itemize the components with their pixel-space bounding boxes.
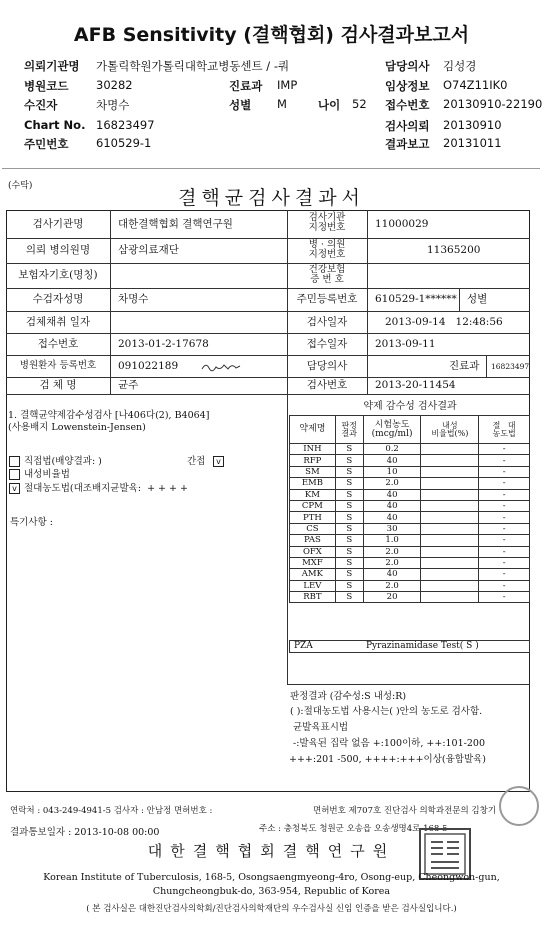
conc-cell: 40 <box>363 512 421 523</box>
hdr-value-rrn: 610529-1 <box>96 136 152 150</box>
hdr-label-clinical-info: 임상정보 <box>385 79 430 93</box>
col-result: 판정 결과 <box>335 416 363 444</box>
recv-date-label: 접수일자 <box>306 338 348 350</box>
table-row <box>290 546 530 557</box>
abs-cell: - <box>479 592 530 603</box>
col-concentration: 시험농도 (mcg/ml) <box>363 416 421 444</box>
conc-cell: 10 <box>363 466 421 477</box>
conc-cell: 40 <box>363 569 421 580</box>
hdr-value-clinical-info: O74Z11IK0 <box>443 78 508 92</box>
drug-cell: INH <box>290 444 336 455</box>
table-row <box>290 535 530 546</box>
ratio-method-label: 내성비율법 <box>24 469 70 480</box>
footer-contact: 연락처 : 043-249-4941-5 검사자 : 안남정 면허번호 : <box>10 806 213 816</box>
result-cell: S <box>335 444 363 455</box>
conc-cell: 40 <box>363 489 421 500</box>
legend-line-2: ( ):절대농도법 사용시는( )안의 농도로 검사함. <box>290 706 483 717</box>
result-cell: S <box>335 535 363 546</box>
specimen-value: 균주 <box>118 379 139 391</box>
form-sex-label: 성별 <box>467 293 488 305</box>
hdr-label-sex: 성별 <box>229 98 252 112</box>
result-cell: S <box>335 523 363 534</box>
result-cell: S <box>335 546 363 557</box>
abs-cell: - <box>479 535 530 546</box>
conc-cell: 2.0 <box>363 557 421 568</box>
result-cell: S <box>335 569 363 580</box>
hdr-label-patient: 수진자 <box>24 98 58 112</box>
abs-cell: - <box>479 523 530 534</box>
rrn-label: 주민등록번호 <box>296 293 358 305</box>
ratio-cell <box>421 512 479 523</box>
ratio-cell <box>421 455 479 466</box>
table-row <box>290 592 530 603</box>
hdr-label-hospital-code: 병원코드 <box>24 79 69 93</box>
pza-label: PZA <box>294 641 313 651</box>
ratio-cell <box>421 569 479 580</box>
conc-cell: 1.0 <box>363 535 421 546</box>
patient-name-label: 수검자성명 <box>32 293 84 305</box>
hospital-no-value: 11365200 <box>427 244 481 256</box>
patient-name-value: 차명수 <box>118 293 149 305</box>
ratio-cell <box>421 592 479 603</box>
form-dept-value: 16823497 <box>491 362 530 371</box>
abs-cell: - <box>479 455 530 466</box>
ratio-cell <box>421 489 479 500</box>
indirect-method-checkbox: v <box>213 456 224 467</box>
hdr-value-request-date: 20130910 <box>443 118 502 132</box>
abs-cell: - <box>479 569 530 580</box>
drug-cell: LEV <box>290 580 336 591</box>
abs-cell: - <box>479 500 530 511</box>
ratio-cell <box>421 466 479 477</box>
footer-address: 주소 : 충청북도 청원군 오송읍 오송생명4로 168-5 <box>259 824 448 834</box>
col-absolute-method: 절 대 농도법 <box>479 416 530 444</box>
fax-note: (수탁) <box>8 181 33 191</box>
result-cell: S <box>335 455 363 466</box>
abs-cell: - <box>479 557 530 568</box>
absolute-method-checkbox: v <box>9 483 20 494</box>
hdr-label-doctor: 담당의사 <box>385 59 430 73</box>
test-date-value: 2013-09-14 12:48:56 <box>385 316 503 328</box>
footer-notify-date: 결과통보일자 : 2013-10-08 00:00 <box>10 827 160 838</box>
hdr-value-doctor: 김성경 <box>443 59 477 73</box>
form-title: 결핵균검사결과서 <box>178 187 365 209</box>
method-line-1: 1. 결핵균약제감수성검사 [나406다(2), B4064] <box>8 410 210 421</box>
insurer-label: 보험자기호(명칭) <box>18 269 98 281</box>
drug-cell: PAS <box>290 535 336 546</box>
legend-line-5: +++:201 -500, ++++:+++이상(융합발육) <box>289 754 487 765</box>
table-row <box>290 500 530 511</box>
table-row <box>290 557 530 568</box>
lab-no-value: 11000029 <box>375 218 429 230</box>
hdr-value-sex: M <box>277 97 287 111</box>
sensitivity-title: 약제 감수성 검사결과 <box>363 401 457 412</box>
remarks-label: 특기사항 : <box>10 517 53 528</box>
recv-no-label: 접수번호 <box>37 338 79 350</box>
abs-cell: - <box>479 580 530 591</box>
conc-cell: 30 <box>363 523 421 534</box>
drug-cell: CS <box>290 523 336 534</box>
form-dept-label: 진료과 <box>449 360 480 372</box>
conc-cell: 40 <box>363 500 421 511</box>
org-address-english-1: Korean Institute of Tuberculosis, 168-5, Osongsaengmyeong-4ro, Osong-eup, Cheongwon-gun, <box>43 872 500 883</box>
drug-cell: PTH <box>290 512 336 523</box>
pza-row <box>289 640 530 653</box>
table-row <box>290 580 530 591</box>
drug-cell: SM <box>290 466 336 477</box>
direct-method-label: 직접법(배양결과: ) <box>24 456 102 467</box>
table-row <box>290 569 530 580</box>
result-cell: S <box>335 592 363 603</box>
recv-no-value: 2013-01-2-17678 <box>118 338 209 350</box>
test-no-value: 2013-20-11454 <box>375 379 456 391</box>
result-cell: S <box>335 466 363 477</box>
drug-cell: RFP <box>290 455 336 466</box>
col-ratio-method: 내성 비율법(%) <box>421 416 479 444</box>
table-row <box>290 444 530 455</box>
hdr-value-hospital-code: 30282 <box>96 78 133 92</box>
ratio-cell <box>421 580 479 591</box>
req-hospital-value: 삼광의료재단 <box>118 244 179 256</box>
ratio-cell <box>421 444 479 455</box>
drug-cell: MXF <box>290 557 336 568</box>
hdr-label-institution: 의뢰기관명 <box>24 59 80 73</box>
legend-line-3: 균발육표시법 <box>293 722 349 733</box>
hdr-label-report-date: 결과보고 <box>385 137 430 151</box>
hdr-label-dept: 진료과 <box>229 79 263 93</box>
abs-cell: - <box>479 512 530 523</box>
hdr-label-receipt-no: 접수번호 <box>385 98 430 112</box>
conc-cell: 2.0 <box>363 478 421 489</box>
certification-note: ( 본 검사실은 대한진단검사의학회/진단검사의학재단의 우수검사실 신임 인증을 받은 검사실입니다.) <box>86 904 457 914</box>
test-no-label: 검사번호 <box>306 379 348 391</box>
hdr-label-request-date: 검사의뢰 <box>385 119 430 133</box>
abs-cell: - <box>479 489 530 500</box>
direct-method-checkbox <box>9 456 20 467</box>
hdr-value-institution: 가톨릭학원가톨릭대학교병동센트 / -쿼 <box>96 59 290 73</box>
reg-no-value: 091022189 <box>118 360 179 372</box>
hdr-value-dept: IMP <box>277 78 298 92</box>
hdr-value-receipt-no: 20130910-22190 <box>443 97 543 111</box>
drug-cell: CPM <box>290 500 336 511</box>
rrn-value: 610529-1****** <box>375 293 457 305</box>
ratio-cell <box>421 546 479 557</box>
reg-no-label: 병원환자 등록번호 <box>19 360 97 371</box>
abs-cell: - <box>479 478 530 489</box>
hdr-label-chart-no: Chart No. <box>24 118 86 132</box>
hdr-value-chart-no: 16823497 <box>96 118 155 132</box>
req-hospital-label: 의뢰 병의원명 <box>25 244 91 256</box>
drug-cell: AMK <box>290 569 336 580</box>
drug-cell: KM <box>290 489 336 500</box>
result-cell: S <box>335 489 363 500</box>
test-date-label: 검사일자 <box>306 316 348 328</box>
lab-name-label: 검사기관명 <box>32 218 84 230</box>
ratio-cell <box>421 478 479 489</box>
report-title: AFB Sensitivity (결핵협회) 검사결과보고서 <box>73 24 470 46</box>
seal-pattern-icon <box>421 830 469 878</box>
lab-name-value: 대한결핵협회 결핵연구원 <box>118 218 233 230</box>
method-line-2: (사용배지 Lowenstein-Jensen) <box>8 422 146 433</box>
sensitivity-table <box>289 415 530 603</box>
result-cell: S <box>335 478 363 489</box>
ratio-method-checkbox <box>9 469 20 480</box>
ratio-cell <box>421 557 479 568</box>
specimen-label: 검 체 명 <box>39 379 77 391</box>
hdr-label-age: 나이 <box>318 98 341 112</box>
result-cell: S <box>335 557 363 568</box>
absolute-method-label: 절대농도법(대조배지균발육: + + + + <box>24 483 188 494</box>
conc-cell: 40 <box>363 455 421 466</box>
org-name-korean: 대한결핵협회결핵연구원 <box>147 842 396 860</box>
table-row <box>290 489 530 500</box>
result-cell: S <box>335 500 363 511</box>
ratio-cell <box>421 500 479 511</box>
result-cell: S <box>335 580 363 591</box>
conc-cell: 2.0 <box>363 580 421 591</box>
signature-scribble <box>200 360 242 374</box>
col-drug: 약제명 <box>290 416 336 444</box>
pza-value: Pyrazinamidase Test( S ) <box>366 641 479 651</box>
legend-line-1: 판정결과 (감수성:S 내성:R) <box>290 691 407 702</box>
drug-cell: RBT <box>290 592 336 603</box>
legend-line-4: -:발육된 집락 없음 +:100이하, ++:101-200 <box>293 738 485 749</box>
recv-date-value: 2013-09-11 <box>375 338 436 350</box>
table-row <box>290 523 530 534</box>
hdr-label-rrn: 주민번호 <box>24 137 69 151</box>
hdr-value-age: 52 <box>352 97 367 111</box>
table-row <box>290 512 530 523</box>
org-address-english-2: Chungcheongbuk-do, 363-954, Republic of Korea <box>152 886 391 897</box>
hdr-value-patient: 차명수 <box>96 98 130 112</box>
doctor-label: 담당의사 <box>306 360 348 372</box>
hdr-value-report-date: 20131011 <box>443 136 502 150</box>
ratio-cell <box>421 535 479 546</box>
drug-cell: EMB <box>290 478 336 489</box>
abs-cell: - <box>479 466 530 477</box>
indirect-method-label: 간접 <box>187 456 206 467</box>
hospital-no-label: 병 · 의원 지정번호 <box>308 239 346 261</box>
conc-cell: 2.0 <box>363 546 421 557</box>
table-row <box>290 478 530 489</box>
round-stamp <box>499 786 539 826</box>
insured-no-label: 건강보험 증 번 호 <box>308 264 346 286</box>
abs-cell: - <box>479 546 530 557</box>
conc-cell: 20 <box>363 592 421 603</box>
drug-cell: OFX <box>290 546 336 557</box>
ratio-cell <box>421 523 479 534</box>
result-cell: S <box>335 512 363 523</box>
conc-cell: 0.2 <box>363 444 421 455</box>
abs-cell: - <box>479 444 530 455</box>
table-row <box>290 455 530 466</box>
collect-date-label: 검체채취 일자 <box>25 316 91 328</box>
table-row <box>290 466 530 477</box>
lab-no-label: 검사기관 지정번호 <box>308 212 346 234</box>
footer-license: 면허번호 제707호 진단검사 의학과전문의 김창기 <box>313 806 497 816</box>
